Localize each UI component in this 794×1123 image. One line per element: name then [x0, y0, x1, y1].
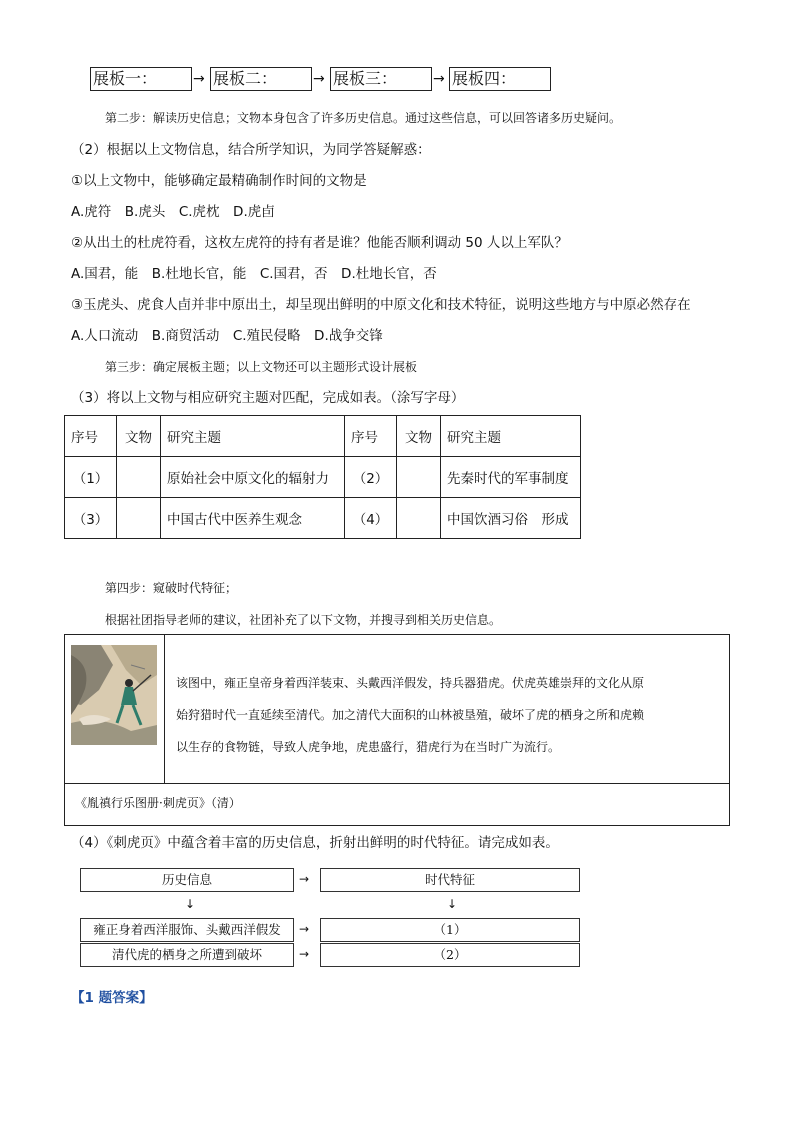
arrow-right-icon: →: [193, 71, 205, 87]
arrow-right-icon: →: [299, 947, 310, 961]
table-row: [65, 457, 581, 498]
era-feature-answer-1[interactable]: （1）: [320, 918, 580, 942]
research-topic: 中国饮酒习俗 形成: [441, 498, 581, 539]
row-number: （2）: [345, 457, 397, 498]
table-header-cell: 文物: [117, 416, 161, 457]
row-number: （1）: [65, 457, 117, 498]
step2-heading: 第二步：解读历史信息；文物本身包含了许多历史信息。通过这些信息，可以回答诸多历史疑问。: [105, 111, 622, 125]
q2-intro: （2）根据以上文物信息，结合所学知识，为同学答疑解惑：: [71, 142, 431, 158]
q2-sub2-options: A.国君，能 B.杜地长官，能 C.国君，否 D.杜地长官，否: [71, 266, 437, 282]
painting-info-box: [64, 634, 730, 826]
q2-sub1-options: A.虎符 B.虎头 C.虎枕 D.虎卣: [71, 204, 275, 220]
q2-sub3-options: A.人口流动 B.商贸活动 C.殖民侵略 D.战争交锋: [71, 328, 383, 344]
painting-image-cell: [65, 635, 165, 784]
artifact-answer-cell[interactable]: [397, 498, 441, 539]
painting-text-line: 始狩猎时代一直延续至清代。加之清代大面积的山林被垦殖，破坏了虎的栖身之所和虎赖: [176, 708, 645, 722]
row-number: （4）: [345, 498, 397, 539]
step3-heading: 第三步：确定展板主题；以上文物还可以主题形式设计展板: [105, 360, 418, 374]
arrow-down-icon: ↓: [447, 897, 458, 911]
painting-text-line: 该图中，雍正皇帝身着西洋装束、头戴西洋假发，持兵器猎虎。伏虎英雄崇拜的文化从原: [176, 676, 645, 690]
artifact-answer-cell[interactable]: [117, 457, 161, 498]
painting-image: [71, 645, 157, 745]
research-topic: 原始社会中原文化的辐射力: [161, 457, 345, 498]
table-header-cell: 研究主题: [441, 416, 581, 457]
panel-1-box: 展板一：: [90, 67, 192, 91]
history-info-item-1: 雍正身着西洋服饰、头戴西洋假发: [80, 918, 294, 942]
research-topic: 中国古代中医养生观念: [161, 498, 345, 539]
table-header-cell: 序号: [345, 416, 397, 457]
arrow-right-icon: →: [299, 872, 310, 886]
artifact-answer-cell[interactable]: [117, 498, 161, 539]
step4-heading: 第四步：窥破时代特征；: [105, 581, 238, 595]
q2-sub2: ②从出土的杜虎符看，这枚左虎符的持有者是谁？他能否顺利调动 50 人以上军队？: [71, 235, 568, 251]
table-header-row: [65, 416, 581, 457]
answer-label: 【1 题答案】: [71, 990, 153, 1006]
arrow-right-icon: →: [313, 71, 325, 87]
painting-text-line: 以生存的食物链，导致人虎争地，虎患盛行，猎虎行为在当时广为流行。: [176, 740, 561, 754]
q3-intro: （3）将以上文物与相应研究主题对匹配，完成如表。（涂写字母）: [71, 390, 465, 406]
q4-intro: （4）《刺虎页》中蕴含着丰富的历史信息，折射出鲜明的时代特征。请完成如表。: [71, 835, 559, 851]
matching-table: [64, 415, 581, 539]
artifact-answer-cell[interactable]: [397, 457, 441, 498]
step4-description: 根据社团指导老师的建议，社团补充了以下文物，并搜寻到相关历史信息。: [105, 613, 502, 627]
table-header-cell: 研究主题: [161, 416, 345, 457]
table-row: [65, 498, 581, 539]
history-info-item-2: 清代虎的栖身之所遭到破坏: [80, 943, 294, 967]
row-number: （3）: [65, 498, 117, 539]
era-features-header: 时代特征: [320, 868, 580, 892]
panel-2-box: 展板二：: [210, 67, 312, 91]
era-feature-answer-2[interactable]: （2）: [320, 943, 580, 967]
q2-sub3: ③玉虎头、虎食人卣并非中原出土，却呈现出鲜明的中原文化和技术特征，说明这些地方与中原必然存在: [71, 297, 691, 313]
research-topic: 先秦时代的军事制度: [441, 457, 581, 498]
panel-4-box: 展板四：: [449, 67, 551, 91]
painting-caption: 《胤禛行乐图册·刺虎页》（清）: [75, 796, 241, 810]
q2-sub1: ①以上文物中，能够确定最精确制作时间的文物是: [71, 173, 367, 189]
table-header-cell: 文物: [397, 416, 441, 457]
panel-3-box: 展板三：: [330, 67, 432, 91]
arrow-right-icon: →: [299, 922, 310, 936]
arrow-down-icon: ↓: [185, 897, 196, 911]
table-header-cell: 序号: [65, 416, 117, 457]
arrow-right-icon: →: [433, 71, 445, 87]
history-info-header: 历史信息: [80, 868, 294, 892]
painting-description: [176, 667, 644, 763]
